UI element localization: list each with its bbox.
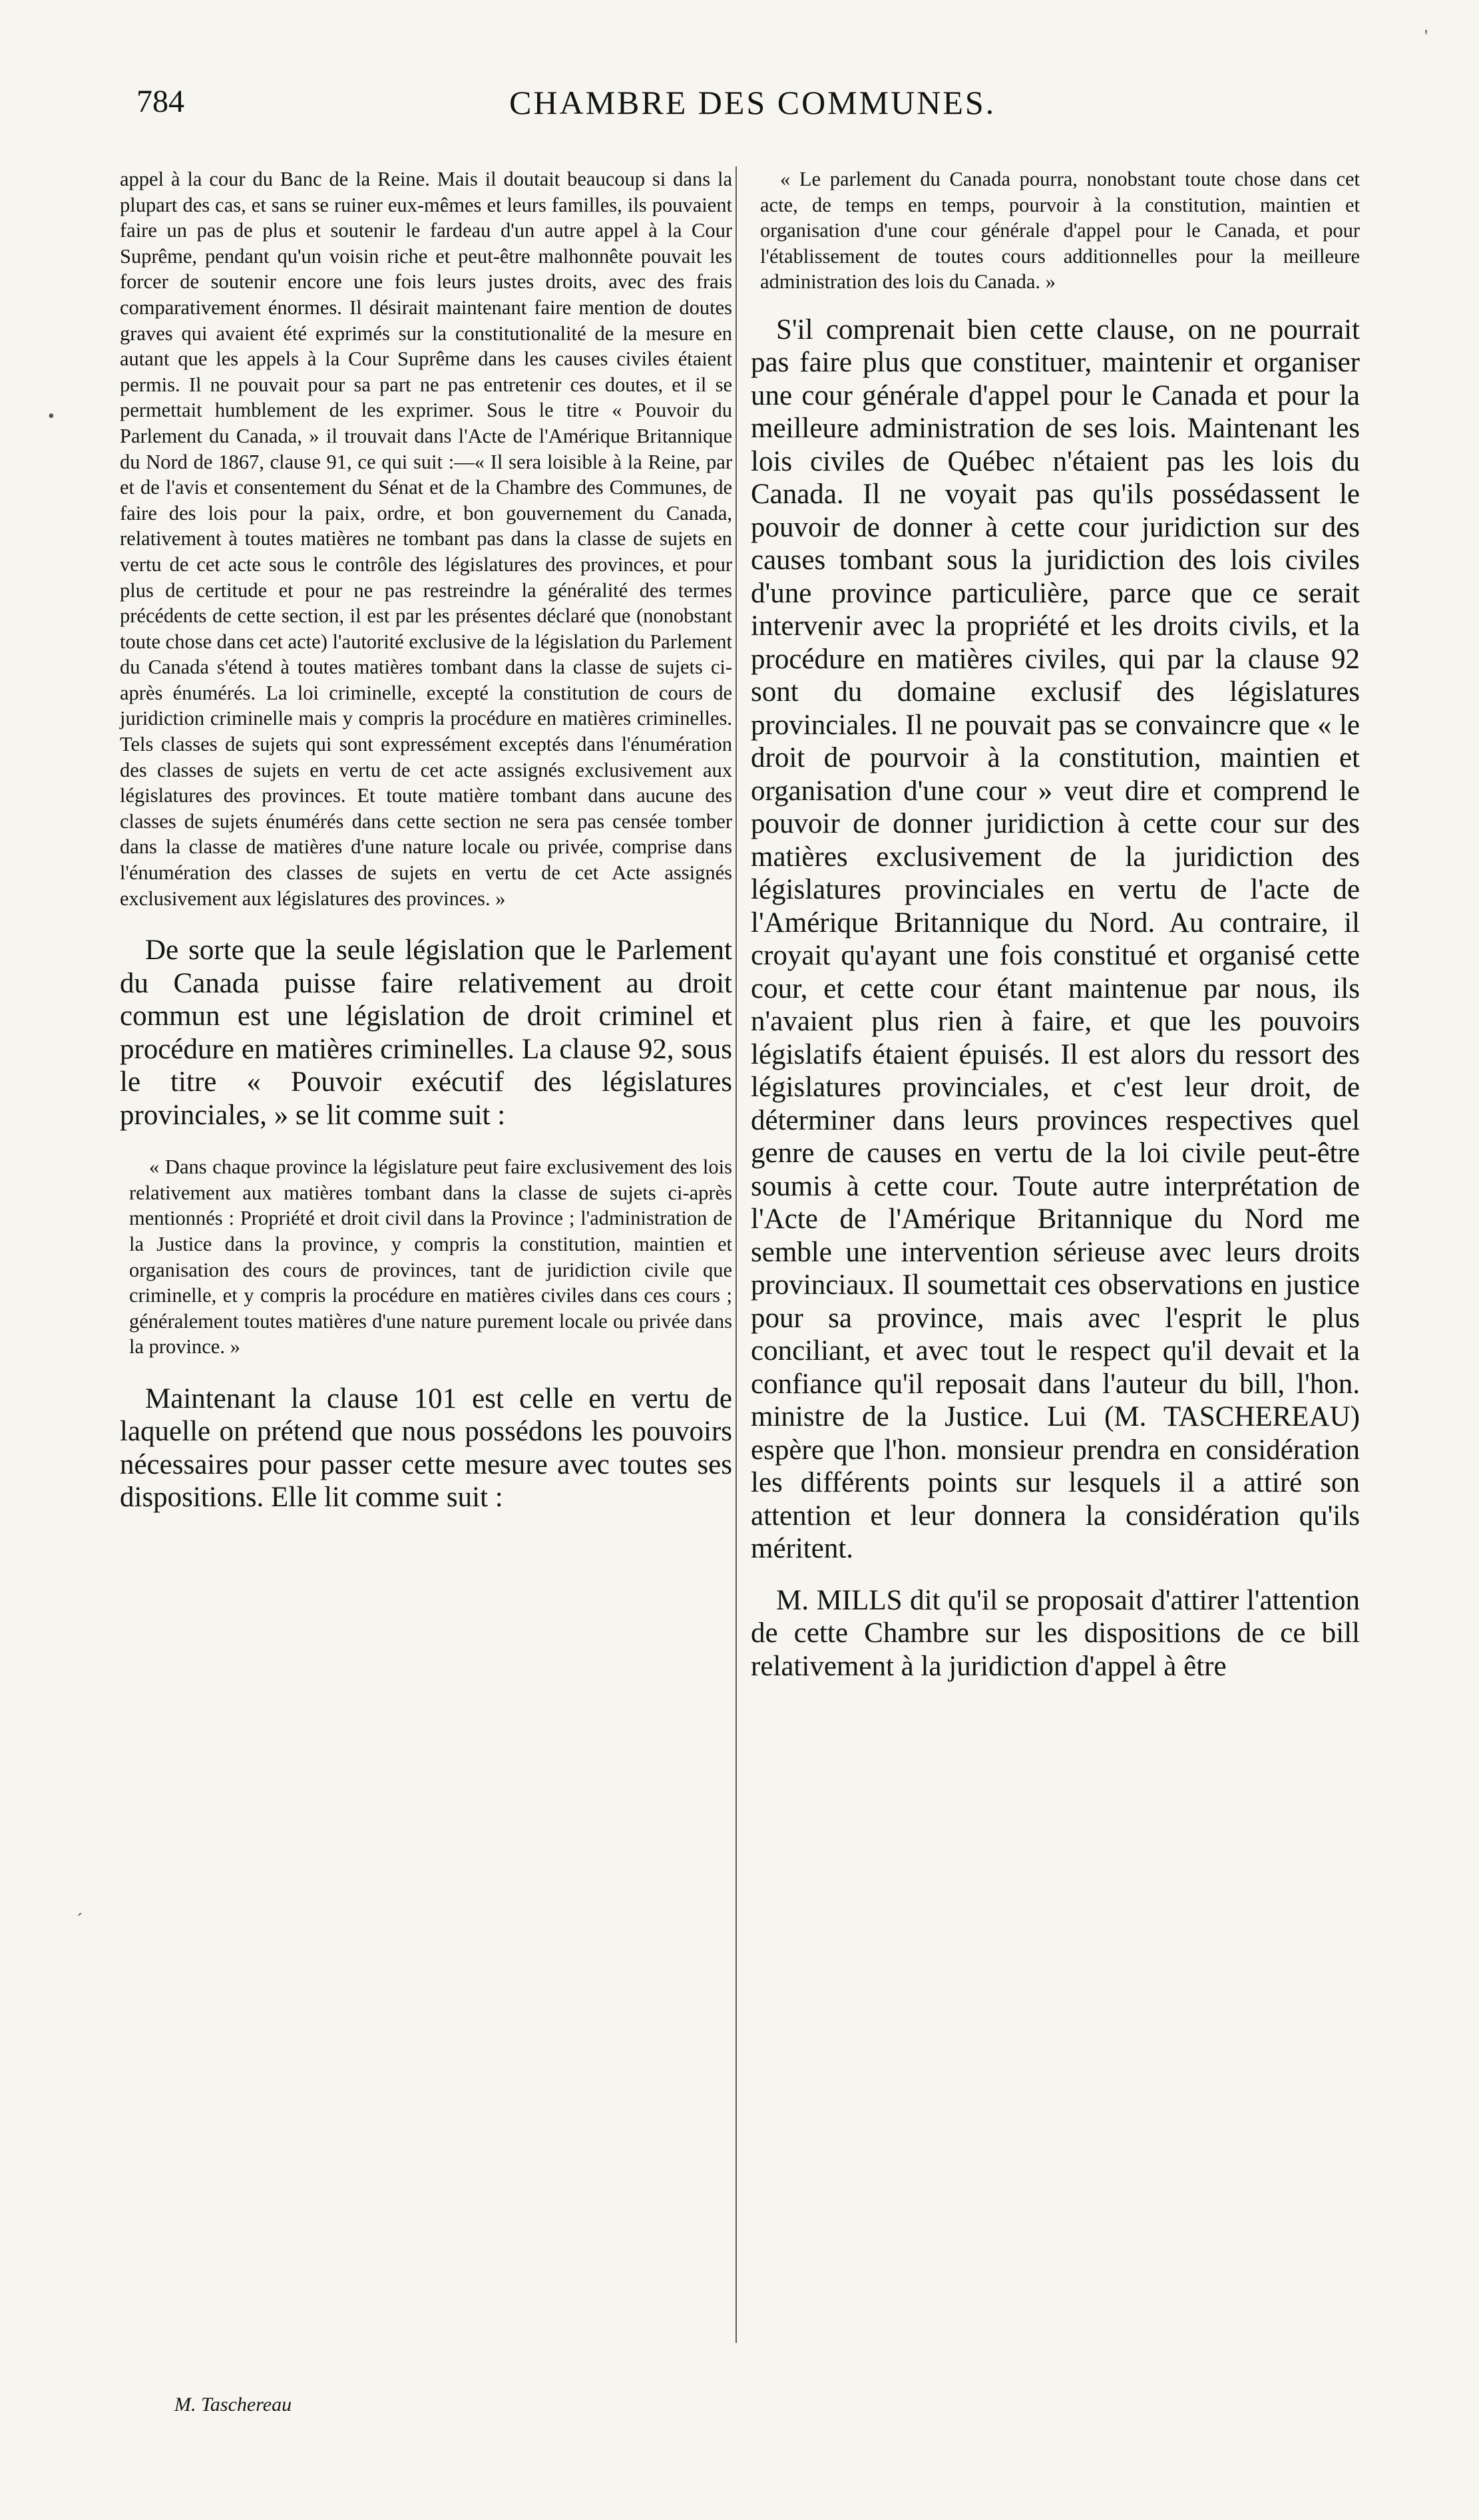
margin-dot: • — [48, 406, 55, 427]
margin-mark: ' — [1424, 27, 1428, 47]
paragraph-2: De sorte que la seule législation que le Parlement du Canada puisse faire relativement au droit commun est une législation de droit criminel et procédure en matières criminelles. La clause 92, sous le titre « Pouvoir exécutif des législatures provinciales, » se lit comme suit : — [120, 935, 732, 1131]
left-column — [120, 166, 732, 1514]
column-divider — [736, 166, 737, 2343]
paragraph-1: appel à la cour du Banc de la Reine. Mais il doutait beaucoup si dans la plupart des cas, et sans se ruiner eux-mêmes et leurs familles, ils pouvaient faire un pas de plus et soutenir le fardeau d'un autre appel à la Cour Suprême, pendant qu'un voisin riche et peut-être malhonnête pouvait les forcer de soutenir encore une fois leurs justes droits, avec des frais comparativement énormes. Il désirait maintenant faire mention de doutes graves qui avaient été exprimés sur la constitutionalité de la mesure en autant que les appels à la Cour Suprême dans les causes civiles étaient permis. Il ne pouvait pour sa part ne pas entretenir ces doutes, et il se permettait humblement de les exprimer. Sous le titre « Pouvoir du Parlement du Canada, » il trouvait dans l'Acte de l'Amérique Britannique du Nord de 1867, clause 91, ce qui suit :—« Il sera loisible à la Reine, par et de l'avis et consentement du Sénat et de la Chambre des Communes, de faire des lois pour la paix, ordre, et bon gouvernement du Canada, relativement à toutes matières ne tombant pas dans la classe de sujets en vertu de cet acte sous le contrôle des législatures des provinces, et pour plus de certitude et pour ne pas restreindre la généralité des termes précédents de cette section, il est par les présentes déclaré que (nonobstant toute chose dans cet acte) l'autorité exclusive de la législation du Parlement du Canada s'étend à toutes matières tombant dans la classe de sujets ci-après énumérés. La loi criminelle, excepté la constitution de cours de juridiction criminelle mais y compris la procédure en matières criminelles. Tels classes de sujets qui sont expressément exceptés dans l'énumération des classes de sujets en vertu de cet acte assignés exclusivement aux législatures des provinces. Et toute matière tombant dans aucune des classes de sujets énumérés dans cette section ne sera pas censée tomber dans la classe de matières d'une nature locale ou privée, comprise dans l'énumération des classes de sujets en vertu de cet Acte assignés exclusivement aux législatures des provinces. » — [120, 168, 732, 910]
margin-mark: ´ — [77, 1910, 83, 1931]
quote-clause-101: « Le parlement du Canada pourra, nonobstant toute chose dans cet acte, de temps en temps, pourvoir à la constitution, maintien et organisation d'une cour générale d'appel pour le Canada, et pour l'établissement de toutes cours additionnelles pour la meilleure administration des lois du Canada. » — [760, 168, 1360, 294]
paragraph-5: M. MILLS dit qu'il se proposait d'attirer l'attention de cette Chambre sur les dispositions de ce bill relativement à la juridiction d'appel à être — [751, 1584, 1360, 1682]
running-title: CHAMBRE DES COMMUNES. — [509, 84, 996, 121]
page-header — [136, 83, 1335, 143]
paragraph-3: Maintenant la clause 101 est celle en vertu de laquelle on prétend que nous possédons les pouvoirs nécessaires pour passer cette mesure avec toutes ses dispositions. Elle lit comme suit : — [120, 1382, 732, 1514]
speaker-signature: M. Taschereau — [174, 2394, 292, 2415]
quote-clause-92: « Dans chaque province la législature peut faire exclusivement des lois relativement aux matières tombant dans la classe de sujets ci-après mentionnés : Propriété et droit civil dans la Province ; l'administration de la Justice dans la province, y compris la constitution, maintien et organisation des cours de provinces, tant de juridiction civile que criminelle, et y compris la procédure en matières civiles dans ces cours ; généralement toutes matières d'une nature purement locale ou privée dans la province. » — [129, 1155, 732, 1359]
page-number: 784 — [136, 84, 184, 119]
right-column — [751, 166, 1360, 1683]
paragraph-4: S'il comprenait bien cette clause, on ne pourrait pas faire plus que constituer, maintenir et organiser une cour générale d'appel pour le Canada et pour la meilleure administration de ses lois. Maintenant les lois civiles de Québec n'étaient pas les lois du Canada. Il ne voyait pas qu'ils possédassent le pouvoir de donner à cette cour juridiction sur des causes tombant sous la juridiction des lois civiles d'une province particulière, parce que ce serait intervenir avec la propriété et les droits civils, et la procédure en matières civiles, qui par la clause 92 sont du domaine exclusif des législatures provinciales. Il ne pouvait pas se convaincre que « le droit de pourvoir à la constitution, maintien et organisation d'une cour » veut dire et comprend le pouvoir de donner juridiction à cette cour sur des matières exclusivement de la juridiction des législatures provinciales en vertu de l'acte de l'Amérique Britannique du Nord. Au contraire, il croyait qu'ayant une fois constitué et organisé cette cour, et cette cour étant maintenue par nous, ils n'avaient plus rien à faire, et que les pouvoirs législatifs étaient épuisés. Il est alors du ressort des législatures provinciales, et c'est leur droit, de déterminer dans leurs provinces respectives quel genre de causes en vertu de la loi civile peut-être soumis à cette cour. Toute autre interprétation de l'Acte de l'Amérique Britannique du Nord me semble une intervention sérieuse avec leurs droits provinciaux. Il soumettait ces observations en justice pour sa province, mais avec l'esprit le plus conciliant, et avec tout le respect qu'il devait et la confiance qu'il reposait dans l'auteur du bill, l'hon. ministre de la Justice. Lui (M. TASCHEREAU) espère que l'hon. monsieur prendra en considération les différents points sur lesquels il a attiré son attention et leur donnera la considération qu'ils méritent. — [751, 314, 1360, 1565]
